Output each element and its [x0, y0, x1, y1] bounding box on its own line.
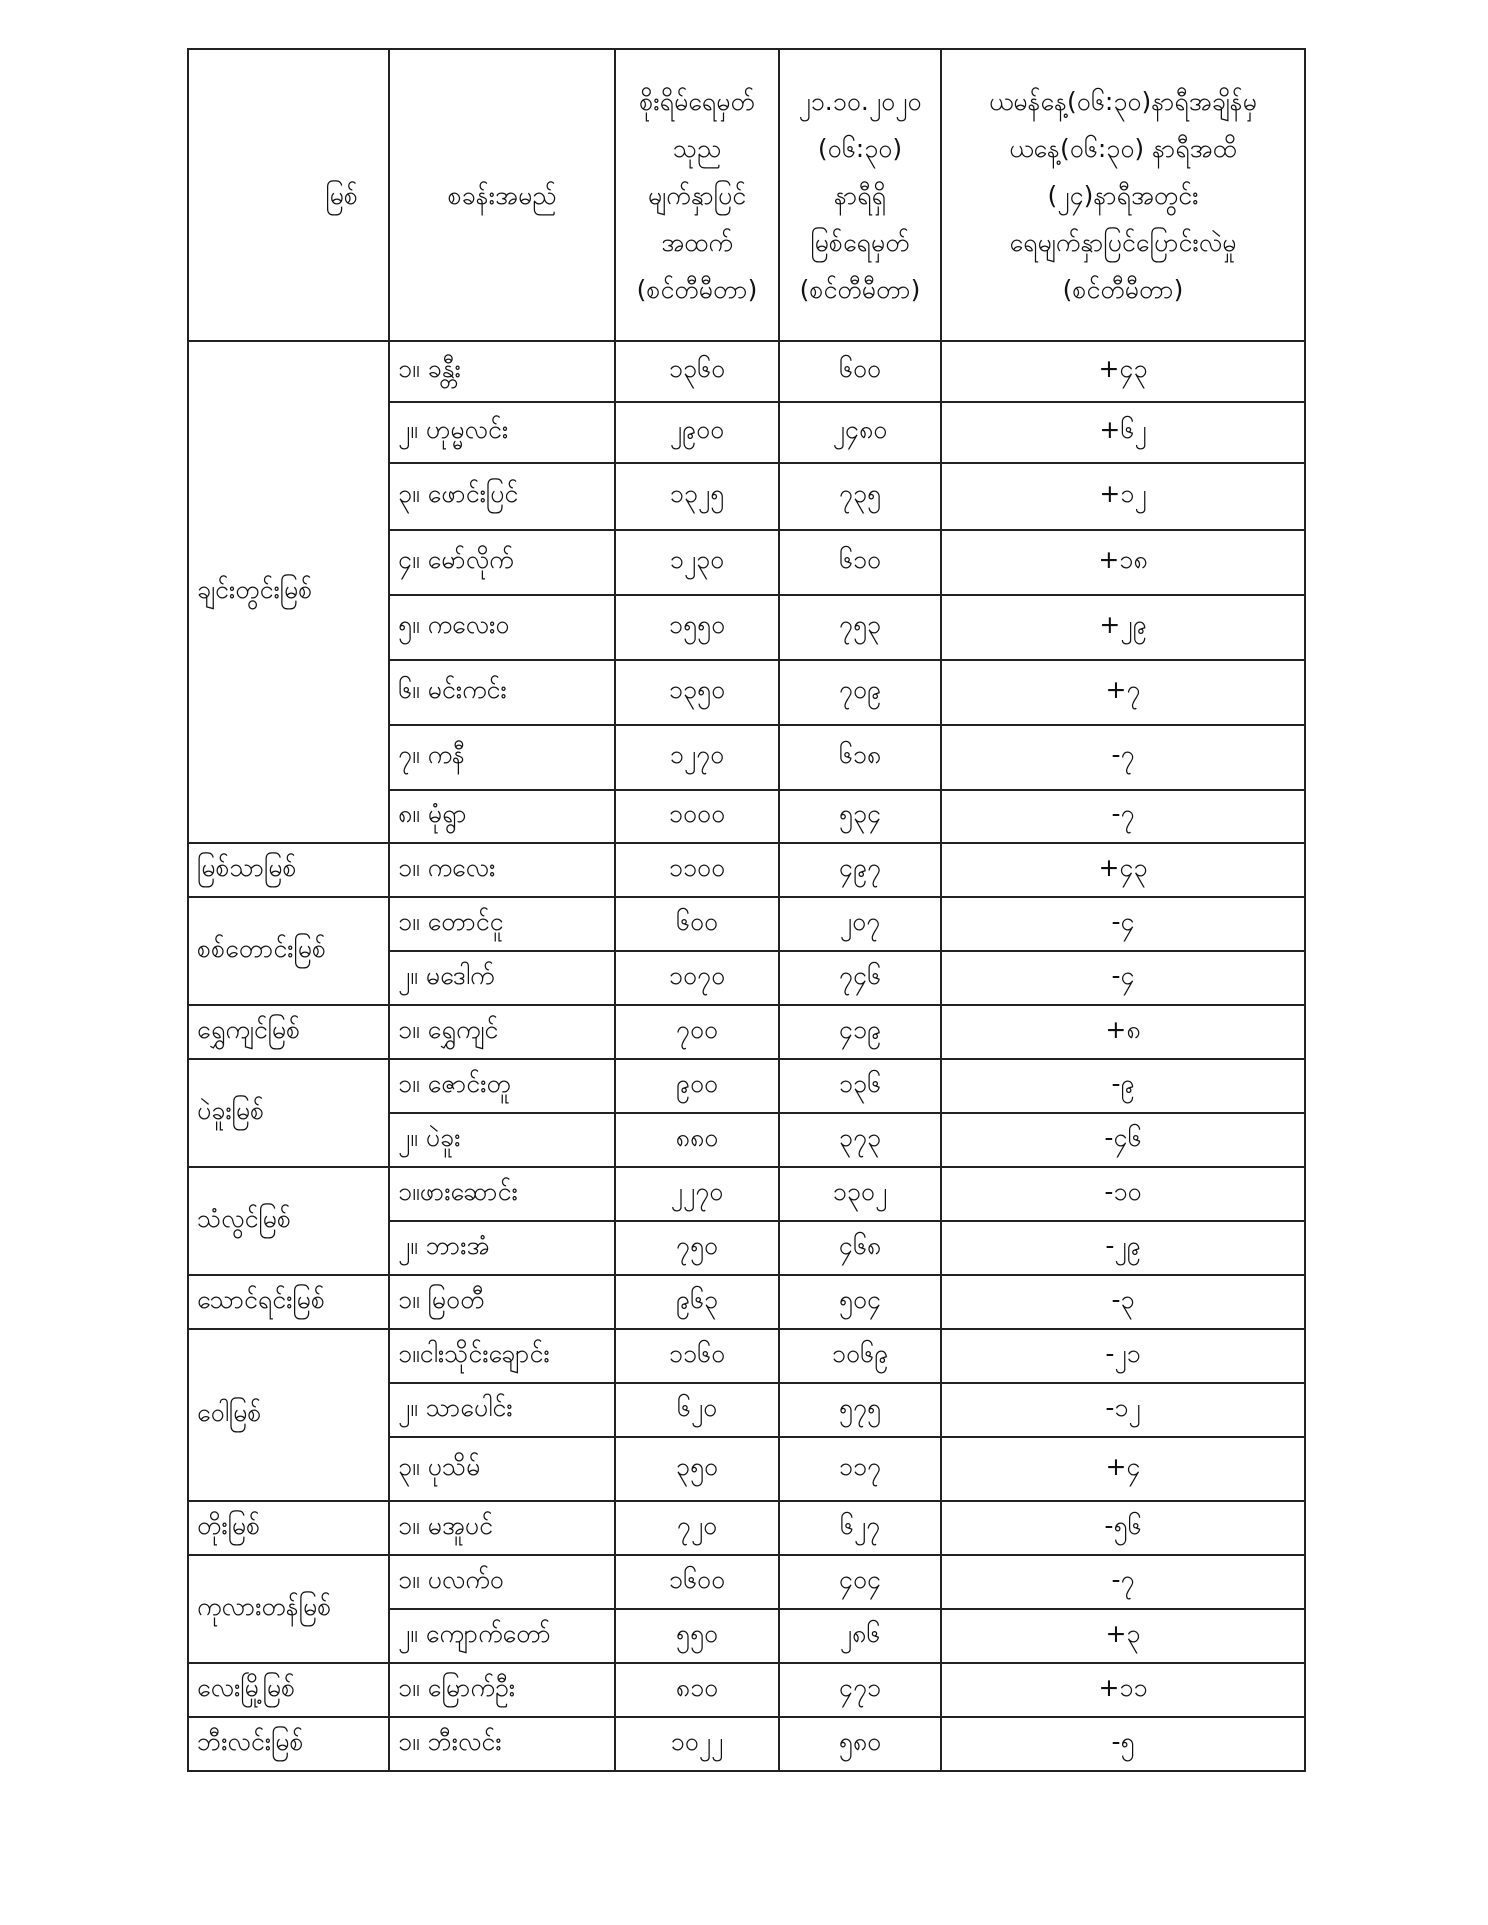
- current-level-cell: ၄၉၇: [779, 843, 941, 897]
- change-cell: -၉: [941, 1059, 1305, 1113]
- danger-level-cell: ၁၀၂၂: [615, 1717, 779, 1771]
- station-name-cell: ၆။ မင်းကင်း: [389, 660, 615, 725]
- station-name-cell: ၁။ မအူပင်: [389, 1501, 615, 1555]
- danger-level-cell: ၁၅၅၀: [615, 595, 779, 660]
- current-level-cell: ၂၄၈၀: [779, 402, 941, 463]
- station-name-cell: ၃။ ပုသိမ်: [389, 1437, 615, 1501]
- header-river: မြစ်: [188, 49, 389, 341]
- current-level-cell: ၇၄၆: [779, 951, 941, 1005]
- station-name-cell: ၁။ မြောက်ဦး: [389, 1663, 615, 1717]
- table-row: [188, 1059, 1305, 1113]
- table-row: [188, 1555, 1305, 1609]
- table-row: [188, 1501, 1305, 1555]
- table-row: [188, 1005, 1305, 1059]
- table-row: [188, 843, 1305, 897]
- change-cell: -၅၆: [941, 1501, 1305, 1555]
- station-name-cell: ၈။ မုံရွာ: [389, 790, 615, 843]
- change-cell: -၁၂: [941, 1383, 1305, 1437]
- station-name-cell: ၁။ ခန္တီး: [389, 341, 615, 402]
- danger-level-cell: ၁၁၀၀: [615, 843, 779, 897]
- header-row: [188, 49, 1305, 341]
- change-cell: +၄၃: [941, 341, 1305, 402]
- table-row: [188, 1717, 1305, 1771]
- river-name-cell: လေးမြို့မြစ်: [188, 1663, 389, 1717]
- station-name-cell: ၁။ ဇောင်းတူ: [389, 1059, 615, 1113]
- current-level-cell: ၂၈၆: [779, 1609, 941, 1663]
- river-name-cell: သံလွင်မြစ်: [188, 1167, 389, 1275]
- danger-level-cell: ၅၅၀: [615, 1609, 779, 1663]
- current-level-cell: ၇၃၅: [779, 463, 941, 530]
- station-name-cell: ၁။ ကလေး: [389, 843, 615, 897]
- change-cell: -၃: [941, 1275, 1305, 1329]
- current-level-cell: ၅၇၅: [779, 1383, 941, 1437]
- current-level-cell: ၅၀၄: [779, 1275, 941, 1329]
- change-cell: -၇: [941, 790, 1305, 843]
- current-level-cell: ၁၃၀၂: [779, 1167, 941, 1221]
- danger-level-cell: ၉၀၀: [615, 1059, 779, 1113]
- danger-level-cell: ၂၂၇၀: [615, 1167, 779, 1221]
- header-station: စခန်းအမည်: [389, 49, 615, 341]
- current-level-cell: ၆၀၀: [779, 341, 941, 402]
- change-cell: -၁၀: [941, 1167, 1305, 1221]
- danger-level-cell: ၁၃၂၅: [615, 463, 779, 530]
- danger-level-cell: ၁၀၀၀: [615, 790, 779, 843]
- danger-level-cell: ၁၀၇၀: [615, 951, 779, 1005]
- change-cell: +၇: [941, 660, 1305, 725]
- current-level-cell: ၁၃၆: [779, 1059, 941, 1113]
- station-name-cell: ၂။ ဟုမ္မလင်း: [389, 402, 615, 463]
- current-level-cell: ၆၂၇: [779, 1501, 941, 1555]
- danger-level-cell: ၉၆၃: [615, 1275, 779, 1329]
- station-name-cell: ၇။ ကနီ: [389, 725, 615, 790]
- current-level-cell: ၁၁၇: [779, 1437, 941, 1501]
- current-level-cell: ၄၆၈: [779, 1221, 941, 1275]
- change-cell: -၄: [941, 897, 1305, 951]
- station-name-cell: ၂။ ကျောက်တော်: [389, 1609, 615, 1663]
- station-name-cell: ၂။ မဒေါက်: [389, 951, 615, 1005]
- river-water-level-table: [187, 48, 1306, 1772]
- change-cell: -၇: [941, 725, 1305, 790]
- danger-level-cell: ၆၀၀: [615, 897, 779, 951]
- station-name-cell: ၁။ မြဝတီ: [389, 1275, 615, 1329]
- header-24h-change: ယမန်နေ့(၀၆:၃၀)နာရီအချိန်မှ ယနေ့(၀၆:၃၀) နာရီအထိ (၂၄)နာရီအတွင်း ရေမျက်နှာပြင်ပြောင်းလဲမှု (စင်တီမီတာ): [941, 49, 1305, 341]
- current-level-cell: ၅၃၄: [779, 790, 941, 843]
- danger-level-cell: ၆၂၀: [615, 1383, 779, 1437]
- danger-level-cell: ၁၆၀၀: [615, 1555, 779, 1609]
- change-cell: +၃: [941, 1609, 1305, 1663]
- current-level-cell: ၄၀၄: [779, 1555, 941, 1609]
- change-cell: -၄၆: [941, 1113, 1305, 1167]
- river-name-cell: ရွှေကျင်မြစ်: [188, 1005, 389, 1059]
- river-name-cell: ပဲခူးမြစ်: [188, 1059, 389, 1167]
- station-name-cell: ၁။ တောင်ငူ: [389, 897, 615, 951]
- change-cell: -၂၁: [941, 1329, 1305, 1383]
- station-name-cell: ၂။ ပဲခူး: [389, 1113, 615, 1167]
- danger-level-cell: ၇၅၀: [615, 1221, 779, 1275]
- table-body: [188, 341, 1305, 1771]
- change-cell: +၄: [941, 1437, 1305, 1501]
- table-row: [188, 341, 1305, 402]
- table-row: [188, 1329, 1305, 1383]
- current-level-cell: ၃၇၃: [779, 1113, 941, 1167]
- danger-level-cell: ၈၁၀: [615, 1663, 779, 1717]
- table-row: [188, 897, 1305, 951]
- header-current-level: ၂၁.၁၀.၂၀၂၀ (၀၆:၃၀) နာရီရှိ မြစ်ရေမှတ် (စင်တီမီတာ): [779, 49, 941, 341]
- current-level-cell: ၄၇၁: [779, 1663, 941, 1717]
- current-level-cell: ၆၁၀: [779, 530, 941, 595]
- station-name-cell: ၁။ ရွှေကျင်: [389, 1005, 615, 1059]
- change-cell: +၈: [941, 1005, 1305, 1059]
- change-cell: +၁၈: [941, 530, 1305, 595]
- danger-level-cell: ၃၅၀: [615, 1437, 779, 1501]
- danger-level-cell: ၈၈၀: [615, 1113, 779, 1167]
- current-level-cell: ၁၀၆၉: [779, 1329, 941, 1383]
- danger-level-cell: ၁၃၆၀: [615, 341, 779, 402]
- change-cell: +၆၂: [941, 402, 1305, 463]
- station-name-cell: ၂။ သာပေါင်း: [389, 1383, 615, 1437]
- river-name-cell: ကုလားတန်မြစ်: [188, 1555, 389, 1663]
- change-cell: +၂၉: [941, 595, 1305, 660]
- river-name-cell: ချင်းတွင်းမြစ်: [188, 341, 389, 843]
- river-name-cell: တိုးမြစ်: [188, 1501, 389, 1555]
- danger-level-cell: ၇၂၀: [615, 1501, 779, 1555]
- current-level-cell: ၇၅၃: [779, 595, 941, 660]
- station-name-cell: ၁။ ဘီးလင်း: [389, 1717, 615, 1771]
- change-cell: +၁၁: [941, 1663, 1305, 1717]
- river-name-cell: ဘီးလင်းမြစ်: [188, 1717, 389, 1771]
- change-cell: +၁၂: [941, 463, 1305, 530]
- danger-level-cell: ၁၁၆၀: [615, 1329, 779, 1383]
- change-cell: +၄၃: [941, 843, 1305, 897]
- header-danger-level: စိုးရိမ်ရေမှတ် သုည မျက်နှာပြင် အထက် (စင်တီမီတာ): [615, 49, 779, 341]
- station-name-cell: ၅။ ကလေးဝ: [389, 595, 615, 660]
- current-level-cell: ၄၁၉: [779, 1005, 941, 1059]
- table-row: [188, 1167, 1305, 1221]
- change-cell: -၄: [941, 951, 1305, 1005]
- change-cell: -၅: [941, 1717, 1305, 1771]
- station-name-cell: ၄။ မော်လိုက်: [389, 530, 615, 595]
- river-name-cell: ဝေါမြစ်: [188, 1329, 389, 1501]
- danger-level-cell: ၁၂၇၀: [615, 725, 779, 790]
- river-name-cell: မြစ်သာမြစ်: [188, 843, 389, 897]
- change-cell: -၂၉: [941, 1221, 1305, 1275]
- current-level-cell: ၆၁၈: [779, 725, 941, 790]
- change-cell: -၇: [941, 1555, 1305, 1609]
- station-name-cell: ၂။ ဘားအံ: [389, 1221, 615, 1275]
- table-row: [188, 1663, 1305, 1717]
- current-level-cell: ၅၈၀: [779, 1717, 941, 1771]
- table-row: [188, 1275, 1305, 1329]
- danger-level-cell: ၁၃၅၀: [615, 660, 779, 725]
- station-name-cell: ၁။ ပလက်ဝ: [389, 1555, 615, 1609]
- station-name-cell: ၁။ဖားဆောင်း: [389, 1167, 615, 1221]
- current-level-cell: ၇၀၉: [779, 660, 941, 725]
- river-name-cell: သောင်ရင်းမြစ်: [188, 1275, 389, 1329]
- danger-level-cell: ၁၂၃၀: [615, 530, 779, 595]
- current-level-cell: ၂၀၇: [779, 897, 941, 951]
- danger-level-cell: ၂၉၀၀: [615, 402, 779, 463]
- station-name-cell: ၁။ငါးသိုင်းချောင်း: [389, 1329, 615, 1383]
- station-name-cell: ၃။ ဖောင်းပြင်: [389, 463, 615, 530]
- danger-level-cell: ၇၀၀: [615, 1005, 779, 1059]
- river-name-cell: စစ်တောင်းမြစ်: [188, 897, 389, 1005]
